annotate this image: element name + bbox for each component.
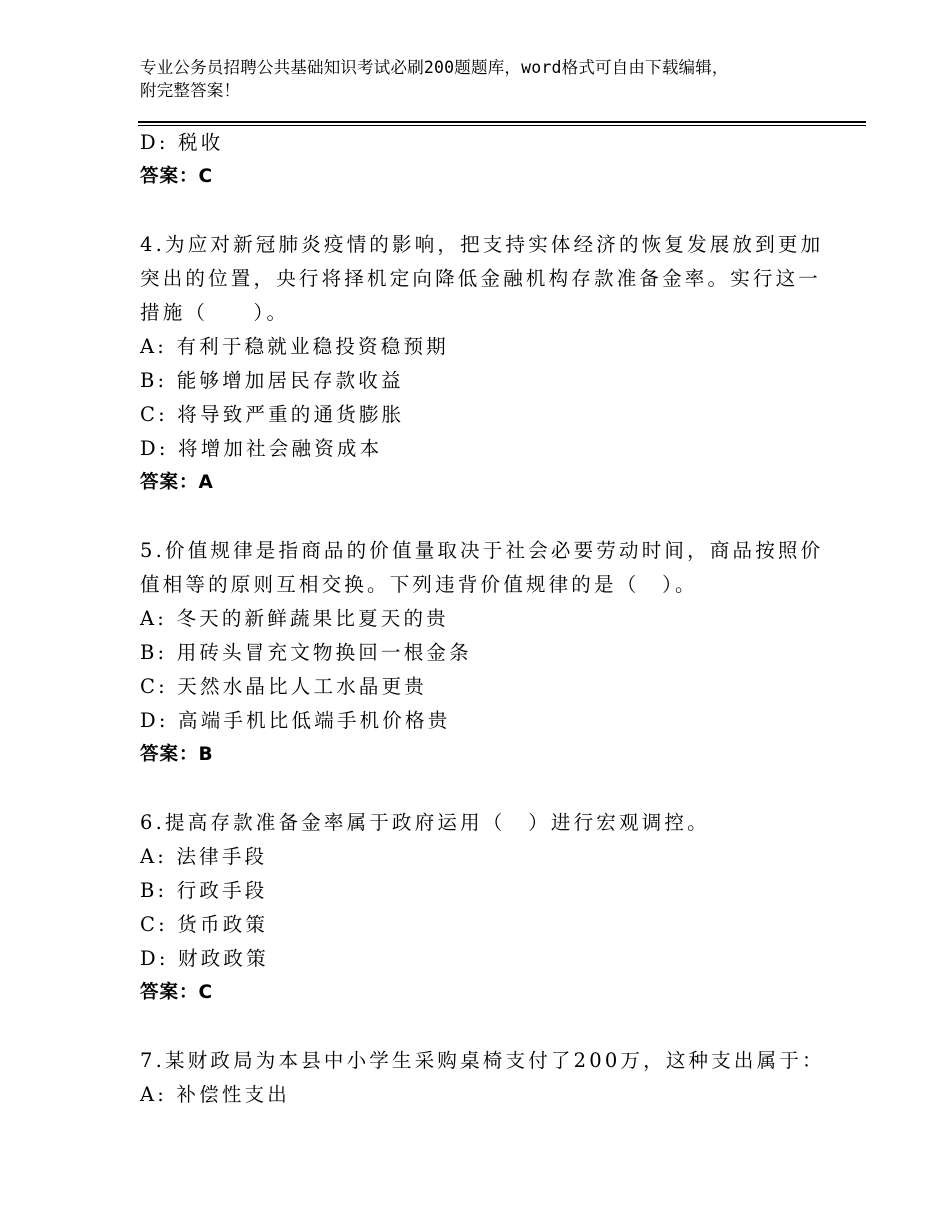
option-c: C: 货币政策	[140, 913, 269, 936]
question-text-line: 5.价值规律是指商品的价值量取决于社会必要劳动时间，商品按照价	[140, 539, 824, 562]
answer-label: 答案：C	[140, 982, 214, 1003]
question-text-line: 7.某财政局为本县中小学生采购桌椅支付了200万，这种支出属于：	[140, 1049, 825, 1072]
question-3-tail	[140, 126, 820, 194]
spacer	[140, 1010, 820, 1044]
option-a: A: 冬天的新鲜蔬果比夏天的贵	[140, 607, 449, 630]
spacer	[140, 772, 820, 806]
question-text-line: 4.为应对新冠肺炎疫情的影响，把支持实体经济的恢复发展放到更加	[140, 233, 824, 256]
header-line-2: 附完整答案！	[140, 81, 241, 100]
option-d: D: 高端手机比低端手机价格贵	[140, 709, 451, 732]
question-5	[140, 534, 824, 772]
question-text-line: 措施（ ）。	[140, 301, 290, 324]
option-a: A: 法律手段	[140, 845, 268, 868]
option-b: B: 用砖头冒充文物换回一根金条	[140, 641, 472, 664]
spacer	[140, 194, 820, 228]
question-text-line: 值相等的原则互相交换。下列违背价值规律的是（ ）。	[140, 573, 698, 596]
question-list	[140, 126, 825, 1112]
option-a: A: 有利于稳就业稳投资稳预期	[140, 335, 449, 358]
option-d: D: 税收	[140, 131, 224, 154]
question-6	[140, 806, 820, 1010]
page-header	[140, 56, 830, 102]
question-text-line: 突出的位置，央行将择机定向降低金融机构存款准备金率。实行这一	[140, 267, 822, 290]
question-4	[140, 228, 824, 500]
question-text-line: 6.提高存款准备金率属于政府运用（ ）进行宏观调控。	[140, 811, 710, 834]
header-line-1: 专业公务员招聘公共基础知识考试必刷200题题库，word格式可自由下载编辑，	[140, 58, 729, 77]
spacer	[140, 500, 820, 534]
header-rule-thick	[138, 121, 866, 123]
option-c: C: 天然水晶比人工水晶更贵	[140, 675, 427, 698]
answer-label: 答案：B	[140, 744, 214, 765]
option-a: A: 补偿性支出	[140, 1083, 290, 1106]
question-7	[140, 1044, 825, 1112]
option-b: B: 行政手段	[140, 879, 268, 902]
option-c: C: 将导致严重的通货膨胀	[140, 403, 405, 426]
answer-label: 答案：C	[140, 166, 214, 187]
answer-label: 答案：A	[140, 472, 214, 493]
option-d: D: 财政政策	[140, 947, 269, 970]
option-b: B: 能够增加居民存款收益	[140, 369, 404, 392]
option-d: D: 将增加社会融资成本	[140, 437, 383, 460]
